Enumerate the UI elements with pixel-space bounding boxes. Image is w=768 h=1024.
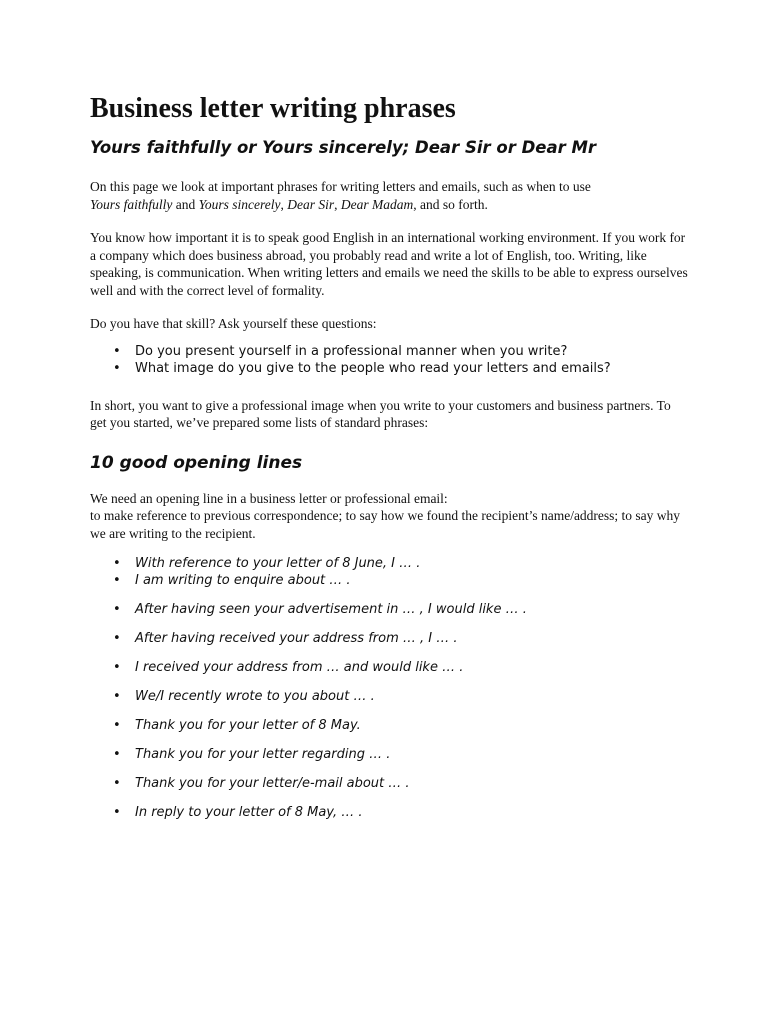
list-item: • Thank you for your letter regarding … . [113, 747, 391, 762]
intro-em-dear-sir: Dear Sir [287, 196, 335, 212]
bullet-icon: • [113, 631, 121, 646]
section-intro [90, 490, 690, 543]
bullet-icon: • [113, 360, 121, 376]
intro-em-dear-madam: Dear Madam [340, 196, 414, 212]
list-item: • In reply to your letter of 8 May, … . [113, 805, 363, 820]
bullet-icon: • [113, 718, 121, 733]
document-page [90, 92, 690, 821]
intro-end: , and so forth. [413, 196, 488, 212]
questions-intro: Do you have that skill? Ask yourself these questions: [90, 316, 377, 331]
list-item: • After having received your address from … , I … . [113, 631, 458, 646]
questions-list [90, 343, 690, 377]
list-item: • Do you present yourself in a professional manner when you write? [113, 343, 568, 359]
bullet-icon: • [113, 343, 121, 359]
bullet-icon: • [113, 805, 121, 820]
bullet-icon: • [113, 776, 121, 791]
list-item: • I am writing to enquire about … . [113, 573, 351, 588]
bullet-icon: • [113, 747, 121, 762]
list-item: • After having seen your advertisement in … , I would like … . [113, 602, 527, 617]
list-item: • We/I recently wrote to you about … . [113, 689, 375, 704]
list-item: • What image do you give to the people who read your letters and emails? [113, 360, 611, 376]
section-intro-detail: to make reference to previous correspondence; to say how we found the recipient’s name/address; to say why we are writing to the recipient. [90, 508, 681, 541]
intro-comma: , [280, 196, 284, 212]
intro-comma: , [334, 196, 338, 212]
bullet-icon: • [113, 689, 121, 704]
summary-paragraph: In short, you want to give a professional image when you write to your customers and business partners. To get you started, we’ve prepared some lists of standard phrases: [90, 397, 671, 430]
list-item: • Thank you for your letter of 8 May. [113, 718, 361, 733]
intro-paragraph [90, 178, 690, 213]
intro-em-yours-faithfully: Yours faithfully [90, 196, 173, 212]
bullet-icon: • [113, 660, 121, 675]
section-heading: 10 good opening lines [90, 452, 303, 473]
bullet-icon: • [113, 556, 121, 571]
bullet-icon: • [113, 573, 121, 588]
page-title: Business letter writing phrases [90, 93, 456, 124]
intro-and: and [175, 196, 196, 212]
intro-em-yours-sincerely: Yours sincerely [198, 196, 281, 212]
list-item: • I received your address from … and would like … . [113, 660, 464, 675]
bullet-icon: • [113, 602, 121, 617]
intro-text: On this page we look at important phrases for writing letters and emails, such as when to use [90, 179, 591, 194]
list-item: • Thank you for your letter/e-mail about … . [113, 776, 410, 791]
section-intro-line: We need an opening line in a business letter or professional email: [90, 490, 448, 506]
page-subtitle: Yours faithfully or Yours sincerely; Dear Sir or Dear Mr [90, 138, 597, 157]
opening-lines-list [90, 555, 690, 821]
english-paragraph: You know how important it is to speak good English in an international working environment. If you work for a company which does business abroad, you probably read and write a lot of English, too. Writing, like speaking, is communication. When writing letters and emails we need the skills to be able to express ourselves well and with the correct level of formality. [90, 230, 688, 298]
list-item: • With reference to your letter of 8 June, I … . [113, 556, 421, 571]
